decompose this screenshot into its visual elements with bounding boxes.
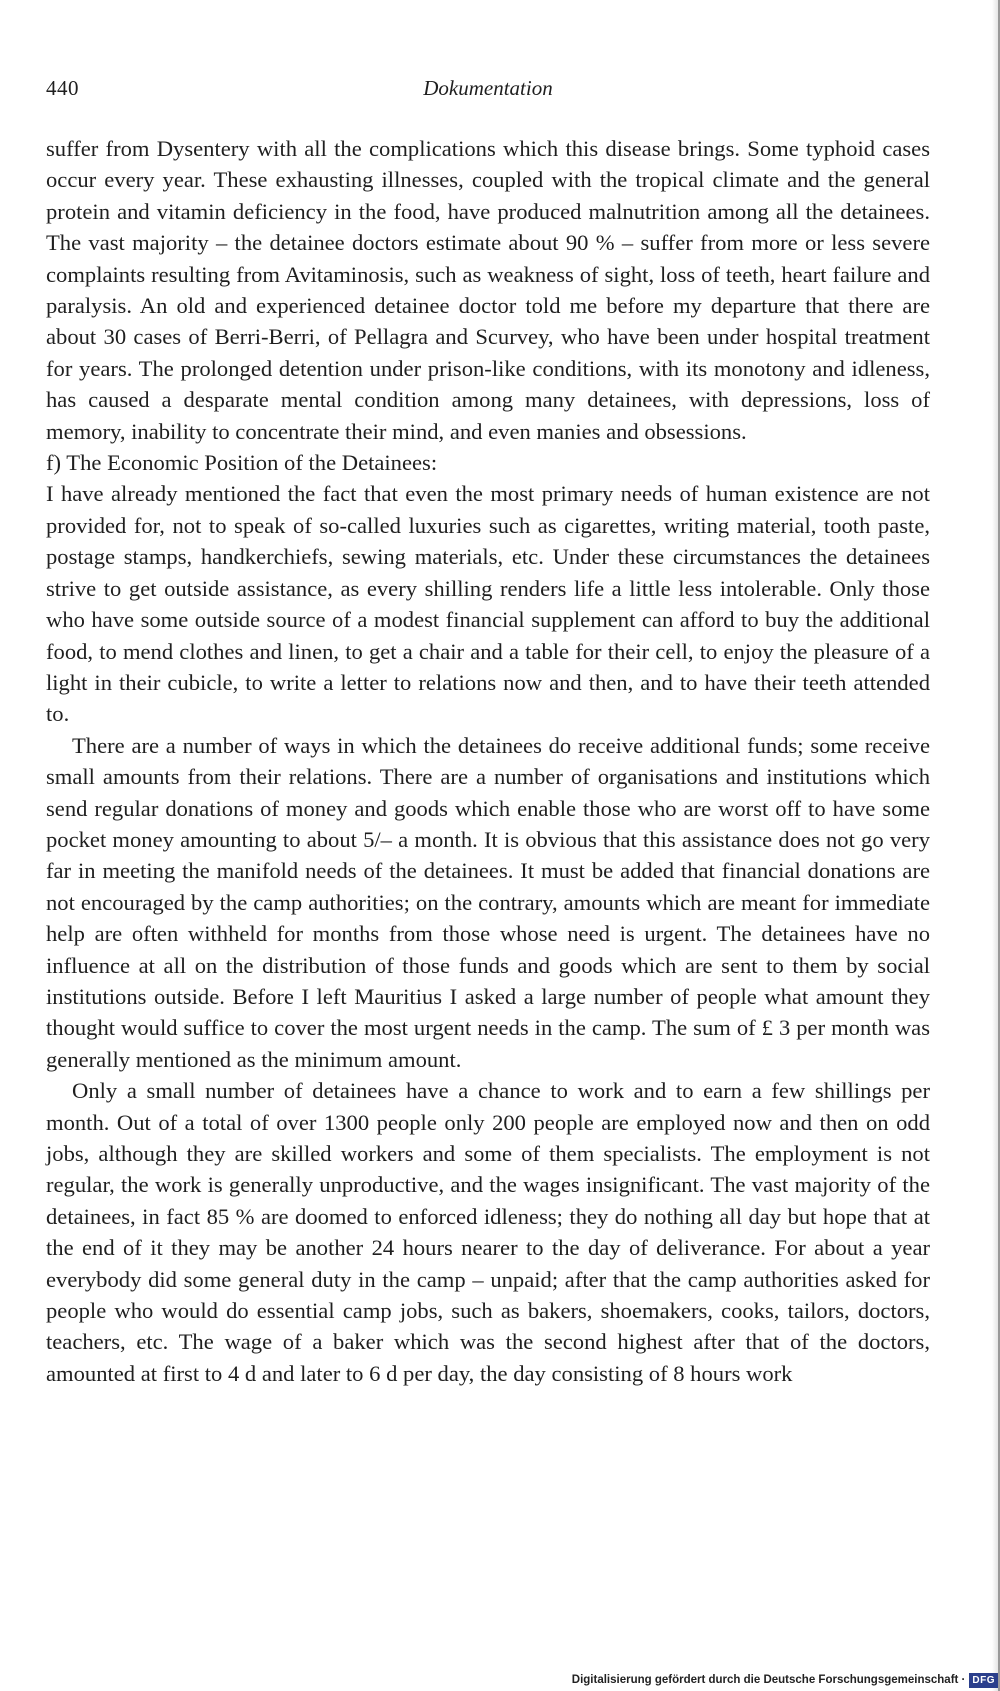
- section-heading: f) The Economic Position of the Detainees:: [46, 450, 438, 476]
- dfg-logo: DFG: [969, 1673, 998, 1688]
- paragraph-dysentery: suffer from Dysentery with all the complications which this disease brings. Some typhoid cases occur every year. These exhausting illnesses, coupled with the tropical climate and the general protein and vitamin deficiency in the food, have produced malnutrition among all the detainees. The vast majority – the detainee doctors estimate about 90 % – suffer from more or less severe complaints resulting from Avitaminosis, such as weakness of sight, loss of teeth, heart failure and paralysis. An old and experienced detainee doctor told me before my departure that there are about 30 cases of Berri-Berri, of Pellagra and Scurvey, who have been under hospital treatment for years. The prolonged detention under prison-like conditions, with its monotony and idleness, has caused a desparate mental condition among many detainees, with depressions, loss of memory, inability to concentrate their mind, and even manies and obsessions.: [46, 136, 930, 444]
- page-header: [46, 76, 930, 104]
- digitization-credit: [572, 1669, 1000, 1691]
- body-text: [46, 133, 930, 1389]
- page-number: 440: [46, 76, 79, 100]
- running-title: Dokumentation: [423, 76, 553, 100]
- paragraph-work-and-wages: Only a small number of detainees have a chance to work and to earn a few shillings per month. Out of a total of over 1300 people only 200 people are employed now and then on odd jobs, although they are skilled workers and some of them specialists. The employment is not regular, the work is generally unproductive, and the wages insignificant. The vast majority of the detainees, in fact 85 % are doomed to enforced idleness; they do nothing all day but hope that at the end of it they may be another 24 hours nearer to the day of deliverance. For about a year everybody did some general duty in the camp – unpaid; after that the camp authorities asked for people who would do essential camp jobs, such as bakers, shoemakers, cooks, tailors, doctors, teachers, etc. The wage of a baker which was the second highest after that of the doctors, amounted at first to 4 d and later to 6 d per day, the day consisting of 8 hours work: [46, 1078, 930, 1386]
- paragraph-additional-funds: There are a number of ways in which the detainees do receive additional funds; some receive small amounts from their relations. There are a number of organisations and institutions which send regular donations of money and goods which enable those who are worst off to have some pocket money amounting to about 5/– a month. It is obvious that this assistance does not go very far in meeting the manifold needs of the detainees. It must be added that financial donations are not encouraged by the camp authorities; on the contrary, amounts which are meant for immediate help are often withheld for months from those whose need is urgent. The detainees have no influence at all on the distribution of those funds and goods which are sent to them by social institutions outside. Before I left Mauritius I asked a large number of people what amount they thought would suffice to cover the most urgent needs in the camp. The sum of £ 3 per month was generally mentioned as the minimum amount.: [46, 732, 930, 1072]
- paragraph-primary-needs: I have already mentioned the fact that even the most primary needs of human existence are not provided for, not to speak of so-called luxuries such as cigarettes, writing material, tooth paste, postage stamps, handkerchiefs, sewing materials, etc. Under these circumstances the detainees strive to get outside assistance, as every shilling renders life a little less intolerable. Only those who have some outside source of a modest financial supplement can afford to buy the additional food, to mend clothes and linen, to get a chair and a table for their cell, to enjoy the pleasure of a light in their cubicle, to write a letter to relations now and then, and to have their teeth attended to.: [46, 481, 930, 727]
- digitization-credit-text: Digitalisierung gefördert durch die Deutsche Forschungsgemeinschaft ·: [571, 1674, 966, 1686]
